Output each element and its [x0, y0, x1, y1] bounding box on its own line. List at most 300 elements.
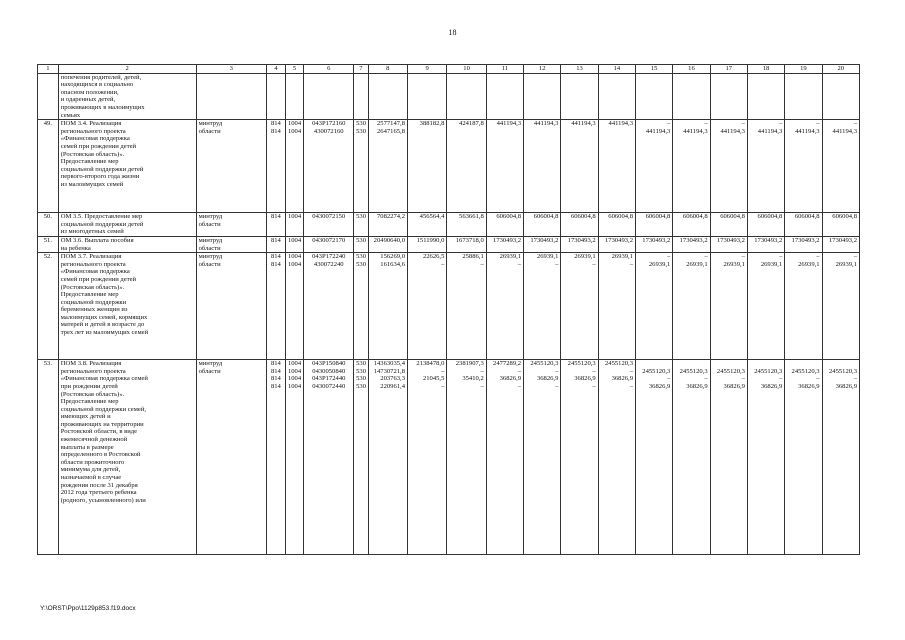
- description-line: на ребенка: [60, 244, 91, 252]
- executor-line: области: [198, 127, 221, 135]
- value-line: 606004,8: [794, 213, 820, 221]
- value-cell-col12: [524, 213, 561, 237]
- value-cell-col10: [447, 253, 486, 360]
- value-cell-col15: [636, 213, 673, 237]
- value-cell-col16: [673, 73, 710, 120]
- value-cell-col5: [285, 253, 304, 360]
- row-number: 50.: [38, 213, 59, 237]
- value-line: –: [480, 382, 484, 390]
- value-line: 1730493,2: [530, 236, 559, 244]
- value-line: 14363035,4: [373, 360, 405, 368]
- page-number: 18: [448, 28, 457, 37]
- executor-line: минтруд: [198, 120, 223, 128]
- description-line: и одаренных детей,: [60, 96, 116, 104]
- value-line: 441194,3: [795, 127, 820, 135]
- column-number-17: 17: [710, 65, 747, 74]
- value-line: –: [704, 253, 708, 261]
- value-cell-col19: [785, 73, 822, 120]
- value-line: 814: [270, 127, 281, 135]
- value-cell-col18: [747, 360, 784, 555]
- value-cell-col7: [354, 73, 369, 120]
- value-cell-col10: [447, 236, 486, 252]
- value-line: 36826,9: [760, 382, 783, 390]
- value-line: 1004: [287, 260, 302, 268]
- value-line: –: [816, 375, 820, 383]
- value-cell-col13: [561, 73, 598, 120]
- column-number-13: 13: [561, 65, 598, 74]
- value-cell-col9: [408, 213, 447, 237]
- value-line: 1004: [287, 375, 302, 383]
- value-line: 814: [270, 253, 281, 261]
- description-line: ОМ 3.6. Выплата пособия: [60, 236, 134, 244]
- value-cell-col10: [447, 120, 486, 213]
- value-cell-col16: [673, 213, 710, 237]
- value-cell-col16: [673, 236, 710, 252]
- value-line: 1730493,2: [604, 236, 633, 244]
- description-line: семей при рождении детей: [60, 275, 137, 283]
- value-line: [787, 360, 819, 368]
- value-line: –: [778, 120, 783, 128]
- value-line: [449, 128, 483, 136]
- value-line: 441194,3: [645, 127, 671, 135]
- value-line: –: [853, 375, 857, 383]
- value-cell-col15: [636, 236, 673, 252]
- value-cell-col16: [673, 360, 710, 555]
- value-line: –: [853, 120, 857, 128]
- value-line: 388182,8: [419, 120, 445, 128]
- row-number: 49.: [38, 120, 59, 213]
- value-cell-col20: [822, 253, 859, 360]
- value-line: –: [816, 120, 820, 128]
- column-number-8: 8: [368, 65, 407, 74]
- value-cell-col13: [561, 120, 598, 213]
- value-line: [410, 128, 444, 136]
- value-line: 430072160: [313, 127, 344, 135]
- value-line: 203763,3: [380, 375, 405, 383]
- value-line: [750, 360, 782, 368]
- value-line: 26939,1: [798, 260, 820, 268]
- table-row: [38, 236, 860, 252]
- value-line: –: [741, 120, 745, 128]
- value-cell-col12: [524, 236, 561, 252]
- value-cell-col6: [304, 213, 354, 237]
- value-line: 26939,1: [686, 260, 708, 268]
- row-description: [58, 213, 196, 237]
- column-number-4: 4: [267, 65, 286, 74]
- row-description: [58, 236, 196, 252]
- value-cell-col5: [285, 236, 304, 252]
- value-line: 530: [356, 260, 367, 268]
- value-line: 25886,1: [462, 253, 484, 261]
- description-line: из малоимущих семей: [60, 180, 124, 188]
- value-line: 441194,3: [496, 120, 522, 128]
- value-cell-col14: [598, 236, 635, 252]
- value-cell-col7: [354, 253, 369, 360]
- value-cell-col20: [822, 236, 859, 252]
- value-line: 2455120,3: [567, 360, 596, 368]
- value-line: 441194,3: [757, 127, 783, 135]
- column-number-3: 3: [196, 65, 266, 74]
- value-cell-col13: [561, 213, 598, 237]
- executor-line: минтруд: [198, 360, 223, 368]
- value-line: 043P150840: [312, 360, 346, 368]
- value-line: –: [816, 253, 820, 261]
- value-line: 1673718,0: [455, 236, 484, 244]
- value-cell-col19: [785, 120, 822, 213]
- value-line: [563, 128, 595, 136]
- description-line: Предоставление мер: [60, 291, 119, 299]
- value-cell-col18: [747, 236, 784, 252]
- value-line: 814: [270, 360, 281, 368]
- row-number: 53.: [38, 360, 59, 555]
- value-cell-col15: [636, 253, 673, 360]
- value-line: 2455120,3: [754, 367, 783, 375]
- column-number-5: 5: [285, 65, 304, 74]
- value-line: [825, 360, 857, 368]
- value-cell-col13: [561, 360, 598, 555]
- value-line: 1004: [287, 213, 302, 221]
- value-cell-col15: [636, 120, 673, 213]
- value-line: 26939,1: [536, 253, 559, 261]
- description-line: выплаты в размере: [60, 443, 114, 451]
- value-line: [638, 360, 670, 368]
- value-cell-col11: [486, 73, 523, 120]
- value-cell-col8: [368, 73, 407, 120]
- description-line: регионального проекта: [60, 260, 126, 268]
- value-line: –: [517, 367, 522, 375]
- value-cell-col6: [304, 360, 354, 555]
- value-cell-col10: [447, 360, 486, 555]
- description-line: (Ростовская область)».: [60, 150, 125, 158]
- value-line: 606004,8: [570, 213, 596, 221]
- value-cell-col15: [636, 360, 673, 555]
- value-cell-col17: [710, 73, 747, 120]
- value-cell-col8: [368, 253, 407, 360]
- description-line: при рождении детей: [60, 382, 118, 390]
- value-line: 22626,5: [422, 253, 445, 261]
- executor-line: минтруд: [198, 213, 223, 221]
- value-line: 0430072170: [312, 236, 346, 244]
- value-line: [526, 128, 558, 136]
- value-cell-col18: [747, 213, 784, 237]
- value-line: –: [592, 367, 596, 375]
- description-line: социальной поддержки семей,: [60, 405, 146, 413]
- value-cell-col17: [710, 360, 747, 555]
- value-line: 441194,3: [683, 127, 708, 135]
- row-number: 51.: [38, 236, 59, 252]
- value-line: [713, 360, 745, 368]
- value-line: 26939,1: [835, 260, 857, 268]
- column-number-18: 18: [747, 65, 784, 74]
- value-cell-col11: [486, 213, 523, 237]
- description-line: 2012 года третьего ребенка: [60, 489, 137, 497]
- table-row: [38, 253, 860, 360]
- value-line: 530: [356, 360, 367, 368]
- value-line: –: [629, 382, 633, 390]
- column-number-1: 1: [38, 65, 59, 74]
- value-line: 563661,8: [459, 213, 484, 221]
- description-line: «Финансовая поддержка семей: [60, 375, 148, 383]
- description-line: первого-второго года жизни: [60, 173, 140, 181]
- value-line: 441194,3: [832, 127, 857, 135]
- value-line: 456564,4: [419, 213, 445, 221]
- value-cell-col17: [710, 253, 747, 360]
- value-line: –: [555, 260, 559, 268]
- table-row: [38, 120, 860, 213]
- value-line: –: [555, 382, 559, 390]
- value-cell-col6: [304, 73, 354, 120]
- value-cell-col18: [747, 73, 784, 120]
- description-line: ПОМ 3.4. Реализация: [60, 120, 122, 128]
- row-executor: [196, 120, 266, 213]
- value-line: 0430072440: [312, 382, 346, 390]
- value-line: 530: [356, 213, 367, 221]
- value-cell-col6: [304, 236, 354, 252]
- value-line: –: [441, 260, 445, 268]
- value-cell-col5: [285, 73, 304, 120]
- description-line: минимума для детей,: [60, 466, 121, 474]
- description-line: «Финансовая поддержка: [60, 135, 130, 143]
- description-line: находящихся в социально: [60, 81, 134, 89]
- value-line: 606004,8: [496, 213, 522, 221]
- value-line: 36826,9: [686, 382, 708, 390]
- value-line: –: [667, 253, 671, 261]
- value-line: 36826,9: [574, 375, 596, 383]
- value-line: 0430072150: [312, 213, 346, 221]
- value-cell-col20: [822, 73, 859, 120]
- value-cell-col12: [524, 73, 561, 120]
- row-number: 52.: [38, 253, 59, 360]
- description-line: проживающих на территории: [60, 420, 144, 428]
- description-line: ежемесячной денежной: [60, 436, 128, 444]
- file-path-footer: Y:\ORST\Ppo\1129p853.f19.docx: [40, 605, 136, 612]
- row-description: [58, 253, 196, 360]
- table-row: [38, 73, 860, 120]
- value-cell-col14: [598, 253, 635, 360]
- description-line: определенного в Ростовской: [60, 451, 141, 459]
- value-cell-col8: [368, 236, 407, 252]
- value-cell-col9: [408, 120, 447, 213]
- value-line: 36826,9: [723, 382, 745, 390]
- value-cell-col18: [747, 253, 784, 360]
- value-cell-col7: [354, 213, 369, 237]
- column-number-20: 20: [822, 65, 859, 74]
- value-line: 36826,9: [648, 382, 671, 390]
- column-number-12: 12: [524, 65, 561, 74]
- value-line: –: [441, 367, 445, 375]
- value-line: 161634,6: [380, 260, 405, 268]
- value-cell-col9: [408, 360, 447, 555]
- executor-line: области: [198, 244, 221, 252]
- value-cell-col10: [447, 73, 486, 120]
- value-cell-col8: [368, 213, 407, 237]
- value-line: –: [741, 253, 745, 261]
- value-cell-col4: [267, 120, 286, 213]
- value-line: 2455120,3: [679, 367, 708, 375]
- description-line: социальной поддержки детей: [60, 220, 144, 228]
- value-line: –: [517, 260, 522, 268]
- description-line: социальной поддержки детей: [60, 165, 144, 173]
- table-row: [38, 360, 860, 555]
- value-line: 606004,8: [682, 213, 708, 221]
- value-cell-col14: [598, 73, 635, 120]
- value-line: 2647165,8: [376, 127, 405, 135]
- value-cell-col20: [822, 213, 859, 237]
- row-executor: [196, 73, 266, 120]
- value-line: 043P172160: [312, 120, 346, 128]
- value-cell-col14: [598, 120, 635, 213]
- value-line: –: [592, 260, 596, 268]
- row-description: [58, 120, 196, 213]
- value-cell-col11: [486, 360, 523, 555]
- value-line: 814: [270, 120, 281, 128]
- value-line: 606004,8: [533, 213, 559, 221]
- column-number-7: 7: [354, 65, 369, 74]
- value-cell-col17: [710, 213, 747, 237]
- value-cell-col8: [368, 120, 407, 213]
- value-line: 36826,9: [835, 382, 857, 390]
- description-line: социальной поддержки: [60, 298, 127, 306]
- value-line: 1004: [287, 127, 302, 135]
- value-line: [675, 360, 707, 368]
- value-line: 26939,1: [760, 260, 783, 268]
- value-line: –: [441, 382, 445, 390]
- value-line: 2455120,3: [716, 367, 745, 375]
- value-cell-col19: [785, 253, 822, 360]
- value-line: 7082274,2: [376, 213, 405, 221]
- value-line: 26939,1: [574, 253, 596, 261]
- value-cell-col18: [747, 120, 784, 213]
- executor-line: области: [198, 367, 221, 375]
- value-cell-col7: [354, 236, 369, 252]
- value-line: 814: [270, 260, 281, 268]
- value-line: 1730493,2: [679, 236, 708, 244]
- value-line: 2455120,3: [642, 367, 671, 375]
- value-cell-col14: [598, 213, 635, 237]
- value-line: –: [480, 260, 484, 268]
- value-line: –: [667, 375, 671, 383]
- value-cell-col11: [486, 120, 523, 213]
- column-number-10: 10: [447, 65, 486, 74]
- value-cell-col4: [267, 213, 286, 237]
- description-line: трех лет из малоимущих семей: [60, 329, 149, 337]
- value-line: 606004,8: [832, 213, 857, 221]
- value-cell-col4: [267, 253, 286, 360]
- value-cell-col5: [285, 360, 304, 555]
- description-line: рождения после 31 декабря: [60, 481, 138, 489]
- value-line: 2381907,3: [455, 360, 484, 368]
- description-line: (Ростовская область)».: [60, 283, 125, 291]
- description-line: Предоставление мер: [60, 158, 119, 166]
- value-line: 441194,3: [571, 120, 596, 128]
- value-cell-col7: [354, 120, 369, 213]
- value-cell-col10: [447, 213, 486, 237]
- value-line: 814: [270, 382, 281, 390]
- description-line: ОМ 3.5. Предоставление мер: [60, 213, 143, 221]
- value-line: –: [480, 367, 484, 375]
- description-line: семей при рождении детей: [60, 142, 137, 150]
- value-line: –: [778, 253, 783, 261]
- value-line: 441194,3: [720, 127, 745, 135]
- value-line: –: [517, 382, 522, 390]
- value-line: –: [704, 375, 708, 383]
- value-cell-col19: [785, 360, 822, 555]
- value-line: 530: [356, 382, 367, 390]
- value-line: 1730493,2: [716, 236, 745, 244]
- row-executor: [196, 236, 266, 252]
- column-number-15: 15: [636, 65, 673, 74]
- value-line: 530: [356, 127, 367, 135]
- value-cell-col20: [822, 360, 859, 555]
- table-row: [38, 213, 860, 237]
- description-line: регионального проекта: [60, 127, 126, 135]
- value-cell-col4: [267, 73, 286, 120]
- value-line: 530: [356, 120, 367, 128]
- value-line: 1511990,0: [416, 236, 445, 244]
- description-line: ПОМ 3.7. Реализация: [60, 253, 122, 261]
- value-line: 606004,8: [720, 213, 745, 221]
- value-line: 26939,1: [648, 260, 671, 268]
- value-line: 1004: [287, 367, 302, 375]
- column-number-16: 16: [673, 65, 710, 74]
- description-line: (Ростовская область)».: [60, 390, 125, 398]
- value-line: –: [704, 120, 708, 128]
- value-cell-col14: [598, 360, 635, 555]
- value-line: 1004: [287, 253, 302, 261]
- value-line: –: [629, 260, 633, 268]
- description-line: области прожиточного: [60, 458, 125, 466]
- value-line: 043P172240: [312, 253, 346, 261]
- column-number-9: 9: [408, 65, 447, 74]
- value-line: 2455120,3: [604, 360, 633, 368]
- description-line: малоимущих семей, кормящих: [60, 313, 148, 321]
- value-line: 1004: [287, 120, 302, 128]
- value-cell-col13: [561, 253, 598, 360]
- value-line: 36826,9: [611, 375, 633, 383]
- value-cell-col17: [710, 236, 747, 252]
- value-line: 441194,3: [608, 120, 633, 128]
- description-line: семьях: [60, 111, 81, 119]
- value-cell-col9: [408, 253, 447, 360]
- value-cell-col19: [785, 213, 822, 237]
- description-line: проживающих в малоимущих: [60, 103, 145, 111]
- row-number: [38, 73, 59, 120]
- value-cell-col19: [785, 236, 822, 252]
- value-cell-col16: [673, 253, 710, 360]
- description-line: беременных женщин из: [60, 306, 128, 314]
- value-line: 1730493,2: [493, 236, 522, 244]
- value-cell-col13: [561, 236, 598, 252]
- value-line: 20490640,0: [373, 236, 405, 244]
- value-cell-col17: [710, 120, 747, 213]
- value-line: –: [667, 120, 671, 128]
- budget-table: [37, 64, 860, 555]
- value-line: –: [555, 367, 559, 375]
- value-cell-col6: [304, 253, 354, 360]
- value-line: 814: [270, 213, 281, 221]
- column-number-row: [38, 65, 860, 74]
- value-line: 814: [270, 236, 281, 244]
- value-line: –: [853, 253, 857, 261]
- value-line: 1730493,2: [567, 236, 596, 244]
- value-cell-col9: [408, 73, 447, 120]
- value-cell-col8: [368, 360, 407, 555]
- value-line: 606004,8: [645, 213, 671, 221]
- row-executor: [196, 253, 266, 360]
- value-line: –: [741, 375, 745, 383]
- value-line: –: [778, 375, 783, 383]
- description-line: Предоставление мер: [60, 398, 119, 406]
